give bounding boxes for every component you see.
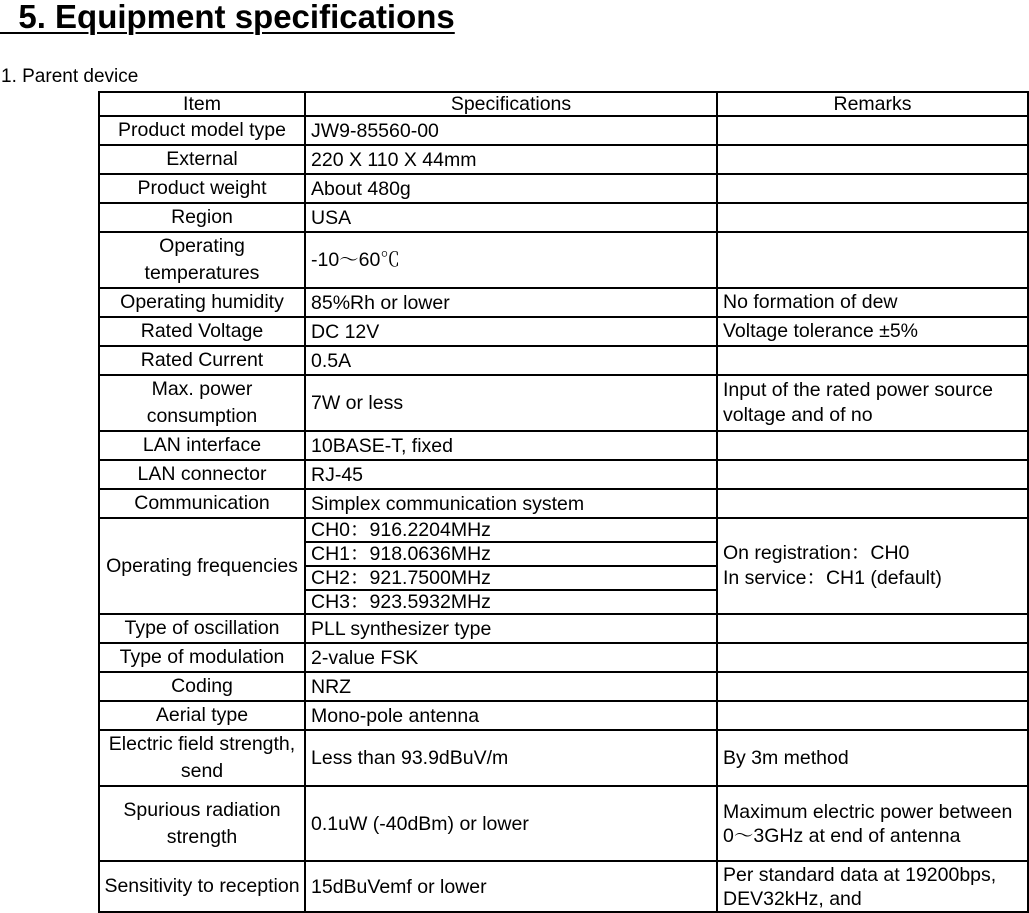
row-remark: By 3m method — [717, 730, 1028, 786]
row-item: Product model type — [99, 116, 305, 145]
row-spec: PLL synthesizer type — [305, 614, 717, 643]
remark-line-service: In service：CH1 (default) — [723, 567, 942, 589]
row-item: Electric field strength, send — [99, 730, 305, 786]
row-remark — [717, 489, 1028, 518]
row-spec: -10～60℃ — [305, 232, 717, 288]
header-item: Item — [99, 92, 305, 116]
row-remark — [717, 116, 1028, 145]
row-item: Product weight — [99, 174, 305, 203]
table-row — [99, 730, 1028, 786]
row-spec: 0.1uW (-40dBm) or lower — [305, 786, 717, 861]
row-spec: 10BASE-T, fixed — [305, 431, 717, 460]
row-item: LAN interface — [99, 431, 305, 460]
table-row — [99, 346, 1028, 375]
row-remark — [717, 203, 1028, 232]
row-remark: Maximum electric power between 0～3GHz at end of antenna — [717, 786, 1028, 861]
row-item: LAN connector — [99, 460, 305, 489]
table-row — [99, 518, 1028, 542]
row-item: Coding — [99, 672, 305, 701]
row-remark — [717, 701, 1028, 730]
row-item: Region — [99, 203, 305, 232]
row-remark — [717, 614, 1028, 643]
row-spec: 7W or less — [305, 375, 717, 431]
header-remarks: Remarks — [717, 92, 1028, 116]
table-row — [99, 460, 1028, 489]
row-remark — [717, 346, 1028, 375]
row-item: Operating humidity — [99, 288, 305, 317]
row-spec: JW9-85560-00 — [305, 116, 717, 145]
row-spec: 85%Rh or lower — [305, 288, 717, 317]
row-spec: USA — [305, 203, 717, 232]
row-item: Type of oscillation — [99, 614, 305, 643]
row-spec: 0.5A — [305, 346, 717, 375]
row-spec: Less than 93.9dBuV/m — [305, 730, 717, 786]
row-spec: About 480g — [305, 174, 717, 203]
row-remark: Input of the rated power source voltage and of no — [717, 375, 1028, 431]
row-item: Rated Voltage — [99, 317, 305, 346]
table-row — [99, 643, 1028, 672]
row-remark — [717, 672, 1028, 701]
row-spec: RJ-45 — [305, 460, 717, 489]
row-spec: NRZ — [305, 672, 717, 701]
spec-table — [98, 91, 1029, 913]
row-spec: 220 X 110 X 44mm — [305, 145, 717, 174]
row-spec: DC 12V — [305, 317, 717, 346]
row-remark — [717, 232, 1028, 288]
table-row — [99, 145, 1028, 174]
row-item: Sensitivity to reception — [99, 861, 305, 912]
table-row — [99, 431, 1028, 460]
row-remark — [717, 431, 1028, 460]
table-row — [99, 232, 1028, 288]
table-row — [99, 317, 1028, 346]
row-item: Communication — [99, 489, 305, 518]
row-item: Aerial type — [99, 701, 305, 730]
table-row — [99, 375, 1028, 431]
row-remark — [717, 460, 1028, 489]
row-spec: 2-value FSK — [305, 643, 717, 672]
row-remark — [717, 174, 1028, 203]
row-item: Rated Current — [99, 346, 305, 375]
table-row — [99, 614, 1028, 643]
row-spec: Simplex communication system — [305, 489, 717, 518]
row-remark — [717, 643, 1028, 672]
table-row — [99, 288, 1028, 317]
table-row — [99, 174, 1028, 203]
table-row — [99, 203, 1028, 232]
row-spec-ch2: CH2：921.7500MHz — [305, 566, 717, 590]
row-spec-ch0: CH0：916.2204MHz — [305, 518, 717, 542]
row-item: Type of modulation — [99, 643, 305, 672]
row-item: Spurious radiation strength — [99, 786, 305, 861]
row-item: External — [99, 145, 305, 174]
table-row — [99, 489, 1028, 518]
row-item: Operating frequencies — [99, 518, 305, 614]
row-spec: Mono-pole antenna — [305, 701, 717, 730]
table-row — [99, 116, 1028, 145]
row-item: Max. power consumption — [99, 375, 305, 431]
row-remark: Per standard data at 19200bps, DEV32kHz, and — [717, 861, 1028, 912]
remark-line-registration: On registration：CH0 — [723, 542, 910, 564]
header-specifications: Specifications — [305, 92, 717, 116]
row-remark — [717, 145, 1028, 174]
row-spec-ch1: CH1：918.0636MHz — [305, 542, 717, 566]
row-item: Operating temperatures — [99, 232, 305, 288]
table-row — [99, 786, 1028, 861]
row-remark: Voltage tolerance ±5% — [717, 317, 1028, 346]
row-remark-frequencies — [717, 518, 1028, 614]
table-row — [99, 701, 1028, 730]
row-remark: No formation of dew — [717, 288, 1028, 317]
page-title: 5. Equipment specifications — [0, 0, 455, 35]
table-row — [99, 672, 1028, 701]
section-heading: 1. Parent device — [1, 66, 139, 87]
table-row — [99, 861, 1028, 912]
row-spec-ch3: CH3：923.5932MHz — [305, 590, 717, 614]
row-spec: 15dBuVemf or lower — [305, 861, 717, 912]
table-header-row — [99, 92, 1028, 116]
